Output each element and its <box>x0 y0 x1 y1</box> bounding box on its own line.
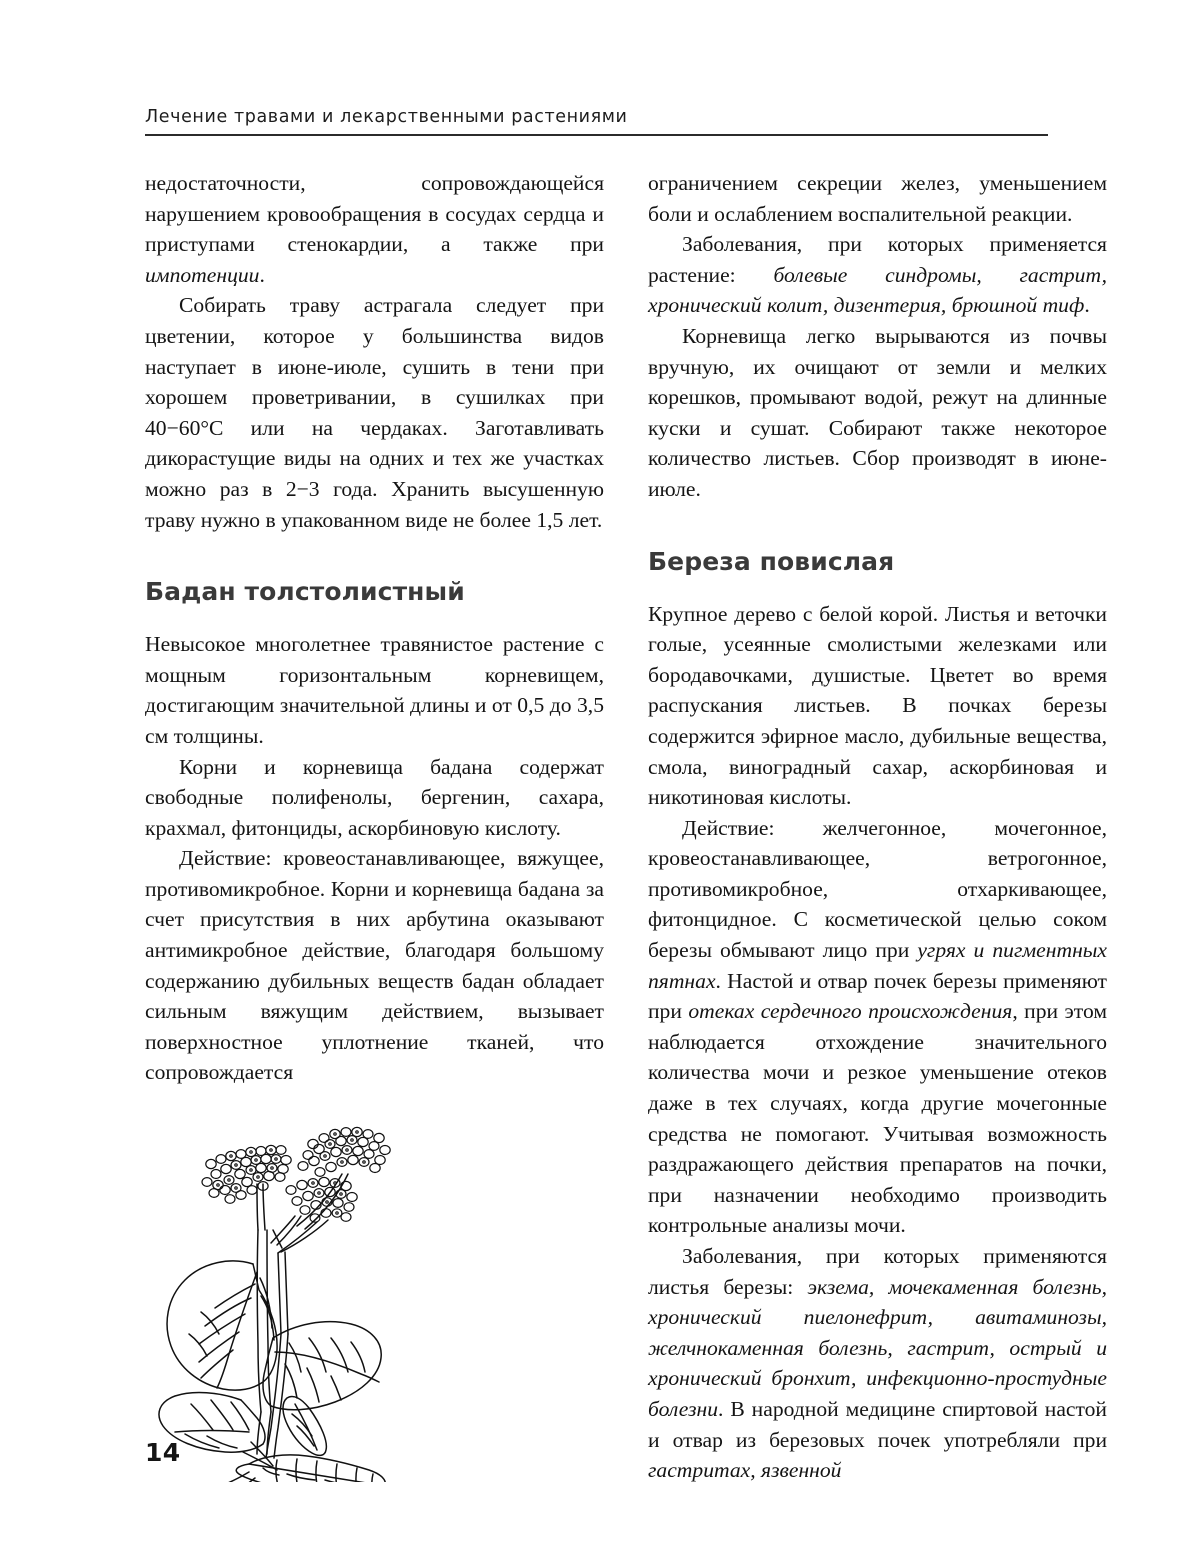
italic-run: отеках сердечного происхождения <box>688 999 1013 1024</box>
text-run: Крупное дерево с белой корой. Листья и веточки голые, усеянные смолистыми железками или бородавочками, душистые. Цветет во время распускания листьев. В почках березы содержится эфирное масло, дубильные вещества, смола, виноградный сахар, аскорбиновая и никотиновая кислоты. <box>648 601 1107 810</box>
italic-run: гастритах, язвенной <box>648 1458 842 1483</box>
page-number: 14 <box>145 1438 181 1467</box>
paragraph <box>648 168 1107 229</box>
bergenia-plant-illustration <box>145 1112 604 1482</box>
italic-run: угрях и пигментных пятнах <box>648 938 1107 993</box>
right-column <box>648 168 1108 1483</box>
text-run: Действие: желчегонное, мочегонное, кровеостанавливающее, ветрогонное, противомикробное, отхаркивающее, фитонцидное. С косметической целью соком березы обмывают лицо при <box>648 815 1107 963</box>
text-run: ограничением секреции желез, уменьшением боли и ослаблением воспалительной реакции. <box>648 171 1107 226</box>
text-run: Действие: кровеостанавливающее, вяжущее, противомикробное. Корни и корневища бадана за счет присутствия в них арбутина оказывают антимикробное действие, благодаря большому содержанию дубильных веществ бадан обладает сильным вяжущим действием, вызывает поверхностное уплотнение тканей, что сопровождается <box>145 846 604 1085</box>
right-column-paragraphs-before-heading <box>648 168 1107 505</box>
text-run: . Настой и отвар почек березы применяют при <box>648 968 1107 1024</box>
text-run: Заболевания, при которых применяются листья березы: <box>648 1244 1107 1299</box>
text-run: Заболевания, при которых применяется растение: <box>648 232 1107 287</box>
running-head-rule <box>145 134 1048 136</box>
running-head <box>145 107 1048 136</box>
paragraph <box>648 321 1107 505</box>
italic-run: болевые синдромы, гастрит, хронический колит, дизентерия, брюшной тиф <box>648 262 1107 318</box>
italic-run: импотенции <box>145 262 260 287</box>
text-run: . В народной медицине спиртовой настой и отвар из березовых почек употребляли при <box>648 1396 1107 1452</box>
paragraph <box>145 752 604 844</box>
left-column-paragraphs-before-heading <box>145 168 604 535</box>
paragraph <box>145 629 604 751</box>
paragraph <box>648 813 1107 1241</box>
text-run: . <box>1084 293 1090 318</box>
paragraph <box>648 1241 1107 1486</box>
text-run: . <box>259 262 265 287</box>
text-run: Корни и корневища бадана содержат свободные полифенолы, бергенин, сахара, крахмал, фитонциды, аскорбиновую кислоту. <box>145 754 604 840</box>
paragraph <box>648 229 1107 321</box>
text-run: Корневища легко вырываются из почвы вручную, их очищают от земли и мелких корешков, промывают водой, режут на длинные куски и сушат. Собирают также некоторое количество листьев. Сбор производят в июне-июле. <box>648 323 1107 501</box>
paragraph <box>648 599 1107 813</box>
paragraph <box>145 168 604 290</box>
left-column <box>145 168 604 1393</box>
right-column-paragraphs-after-heading <box>648 599 1107 1486</box>
italic-run: экзема, мочекаменная болезнь, хронический пиелонефрит, авитаминозы, желчнокаменная болезнь, гастрит, острый и хронический бронхит, инфекционно-простудные болезни <box>648 1274 1108 1421</box>
running-head-title: Лечение травами и лекарственными растениями <box>145 107 628 127</box>
paragraph <box>145 843 604 1088</box>
left-column-paragraphs-after-heading <box>145 629 604 1088</box>
section-heading-badan: Бадан толстолистный <box>145 577 465 607</box>
text-run: Собирать траву астрагала следует при цветении, которое у большинства видов наступает в июне-июле, сушить в тени при хорошем проветривании, в сушилках при 40−60°С или на чердаках. Заготавливать дикорастущие виды на одних и тех же участках можно раз в 2−3 года. Хранить высушенную траву нужно в упакованном виде не более 1,5 лет. <box>145 293 604 532</box>
section-heading-bereza: Береза повислая <box>648 546 895 576</box>
text-run: Невысокое многолетнее травянистое растение с мощным горизонтальным корневищем, достигающим значительной длины и от 0,5 до 3,5 см толщины. <box>145 632 604 748</box>
text-run: недостаточности, сопровождающейся нарушением кровообращения в сосудах сердца и приступами стенокардии, а также при <box>145 171 604 257</box>
text-run: , при этом наблюдается отхождение значительного количества мочи и резкое уменьшение отеков даже в тех случаях, когда другие мочегонные средства не помогают. Учитывая возможность раздражающего действия препаратов на почки, при назначении необходимо производить контрольные анализы мочи. <box>648 999 1107 1238</box>
paragraph <box>145 290 604 535</box>
